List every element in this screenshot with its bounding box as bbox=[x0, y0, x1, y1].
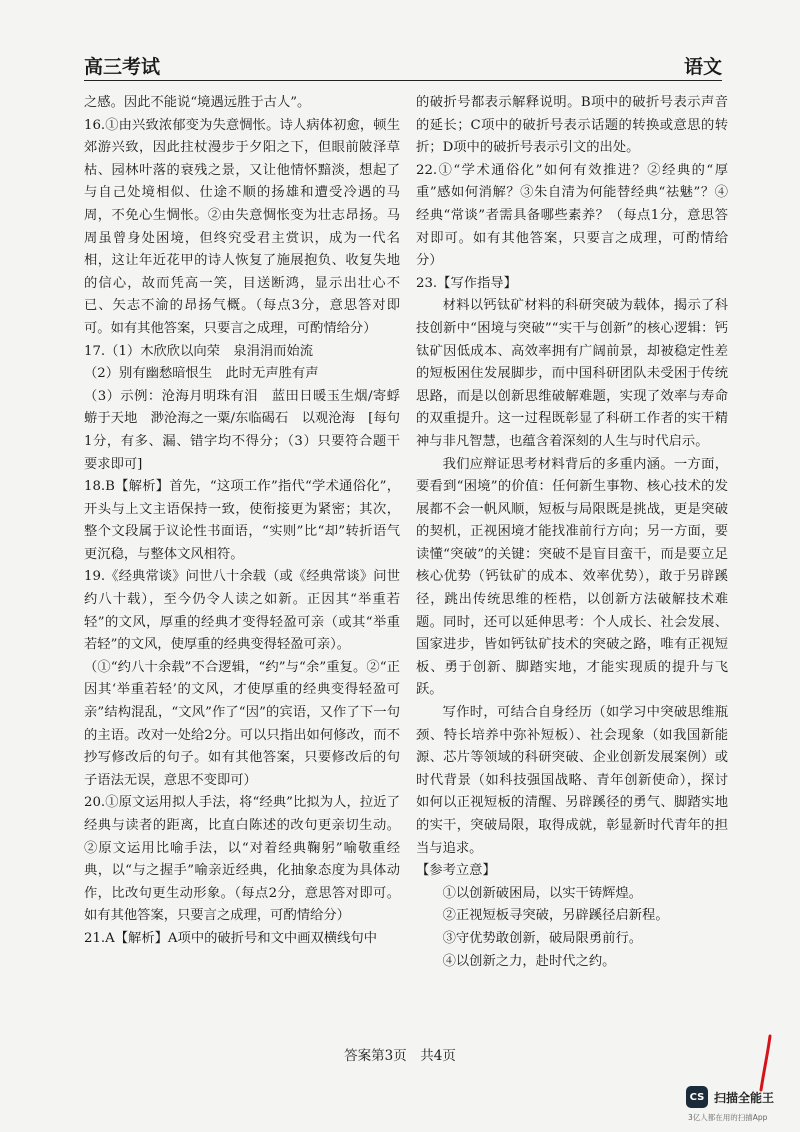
answer-paragraph: 19.《经典常谈》问世八十余载（或《经典常谈》问世约八十载），至今仍令人读之如新。正因其“举重若轻”的文风，厚重的经典才变得轻盈可亲（或其“举重若轻”的文风，使厚重的经典变得轻盈可亲）。 bbox=[84, 569, 400, 653]
answer-paragraph: （①“约八十余载”不合逻辑，“约”与“余”重复。②“正因其‘举重若轻’的文风，才使厚重的经典变得轻盈可亲”结构混乱，“文风”作了“因”的宾语，又作了下一句的主语。改对一处给2分。可以只指出如何修改，而不抄写修改后的句子。如有其他答案，只要修改后的句子语法无误，意思不变即可） bbox=[84, 659, 400, 788]
answer-paragraph: 18.B【解析】首先，“这项工作”指代“学术通俗化”，开头与上文主语保持一致，使衔接更为紧密；其次，整个文段属于议论性书面语，“实则”比“却”转折语气更沉稳，与整体文风相符。 bbox=[84, 479, 400, 562]
answer-paragraph: 21.A【解析】A项中的破折号和文中画双横线句中 bbox=[84, 930, 377, 946]
answer-paragraph: 20.①原文运用拟人手法，将“经典”比拟为人，拉近了经典与读者的距离，比直白陈述的改句更亲切生动。②原文运用比喻手法，以“对着经典鞠躬”喻敬重经典，以“与之握手”喻亲近经典，化抽象态度为具体动作，比改句更生动形象。（每点2分，意思答对即可。如有其他答案，只要言之成理，可酌情给分） bbox=[84, 795, 400, 924]
left-column bbox=[84, 92, 400, 951]
answer-paragraph: 我们应辩证思考材料背后的多重内涵。一方面，要看到“困境”的价值：任何新生事物、核心技术的发展都不会一帆风顺，短板与局限既是挑战，更是突破的契机，正视困境才能找准前行方向；另一方面，要读懂“突破”的关键：突破不是盲目蛮干，而是要立足核心优势（钙钛矿的成本、效率优势），敢于另辟蹊径，跳出传统思维的桎梏，以创新方法破解技术难题。同时，还可以延伸思考：个人成长、社会发展、国家进步，皆如钙钛矿技术的突破之路，唯有正视短板、勇于创新、脚踏实地，才能实现质的提升与飞跃。 bbox=[416, 456, 728, 698]
page-number: 答案第3页 共4页 bbox=[344, 1048, 456, 1064]
camscanner-icon: CS bbox=[686, 1086, 708, 1108]
answer-paragraph: 17.（1）木欣欣以向荣 泉涓涓而始流 bbox=[84, 343, 314, 359]
scanner-app-name: 扫描全能王 bbox=[714, 1090, 775, 1105]
answer-paragraph: 16.①由兴致浓郁变为失意惆怅。诗人病体初愈，顿生郊游兴致，因此拄杖漫步于夕阳之下，但眼前陂泽草枯、园林叶落的衰残之景，又让他情怀黯淡，想起了与自己处境相似、仕途不顺的扬雄和遭受冷遇的马周，不免心生惆怅。②由失意惆怅变为壮志昂扬。马周虽曾身处困境，但终究受君主赏识，成为一代名相，这让年近花甲的诗人恢复了施展抱负、收复失地的信心，故而凭高一笑，目送断鸿，显示出壮心不已、矢志不渝的昂扬气概。（每点3分，意思答对即可。如有其他答案，只要言之成理，可酌情给分） bbox=[84, 117, 400, 336]
answer-paragraph: ③守优势敢创新，破局限勇前行。 bbox=[442, 930, 643, 946]
header-divider bbox=[84, 80, 722, 81]
page-header bbox=[84, 52, 722, 82]
header-exam-title: 高三考试 bbox=[84, 56, 161, 78]
answer-paragraph: 23.【写作指导】 bbox=[416, 275, 517, 291]
right-column bbox=[416, 92, 728, 973]
answer-paragraph: （3）示例：沧海月明珠有泪 蓝田日暖玉生烟/寄蜉蝣于天地 渺沧海之一粟/东临碣石 以观沧海 [每句1分，有多、漏、错字均不得分；（3）只要符合题干要求即可] bbox=[84, 388, 400, 472]
answer-paragraph: 材料以钙钛矿材料的科研突破为载体，揭示了科技创新中“困境与突破”“实干与创新”的核心逻辑：钙钛矿因低成本、高效率拥有广阔前景，却被稳定性差的短板困住发展脚步，而中国科研团队未受困于传统思路，而是以创新思维破解难题，实现了效率与寿命的双重提升。这一过程既彰显了科研工作者的实干精神与非凡智慧，也蕴含着深刻的人生与时代启示。 bbox=[416, 298, 728, 449]
answer-paragraph: （2）别有幽愁暗恨生 此时无声胜有声 bbox=[84, 366, 319, 382]
scanner-logo bbox=[686, 1086, 774, 1108]
scanner-tagline: 3亿人都在用的扫描App bbox=[688, 1113, 768, 1122]
answer-paragraph: 的破折号都表示解释说明。B项中的破折号表示声音的延长；C项中的破折号表示话题的转换或意思的转折；D项中的破折号表示引文的出处。 bbox=[416, 95, 728, 156]
answer-paragraph: ②正视短板寻突破，另辟蹊径启新程。 bbox=[442, 908, 669, 924]
answer-paragraph: 写作时，可结合自身经历（如学习中突破思维瓶颈、特长培养中弥补短板）、社会现象（如我国新能源、芯片等领域的科研突破、企业创新发展案例）或时代背景（如科技强国战略、青年创新使命），探讨如何以正视短板的清醒、另辟蹊径的勇气、脚踏实地的实干，突破局限，取得成就，彰显新时代青年的担当与追求。 bbox=[416, 705, 728, 856]
answer-paragraph: ①以创新破困局，以实干铸辉煌。 bbox=[442, 885, 643, 901]
answer-paragraph: 之感。因此不能说“境遇远胜于古人”。 bbox=[84, 95, 311, 110]
answer-paragraph: 22.①“学术通俗化”如何有效推进？②经典的“厚重”感如何消解？③朱自清为何能替经典“祛魅”？④经典“常谈”者需具备哪些素养？（每点1分，意思答对即可。如有其他答案，只要言之成理，可酌情给分） bbox=[416, 162, 728, 269]
answer-paragraph: ④以创新之力，赴时代之约。 bbox=[442, 953, 616, 969]
answer-paragraph: 【参考立意】 bbox=[416, 863, 496, 879]
header-subject: 语文 bbox=[683, 56, 722, 78]
